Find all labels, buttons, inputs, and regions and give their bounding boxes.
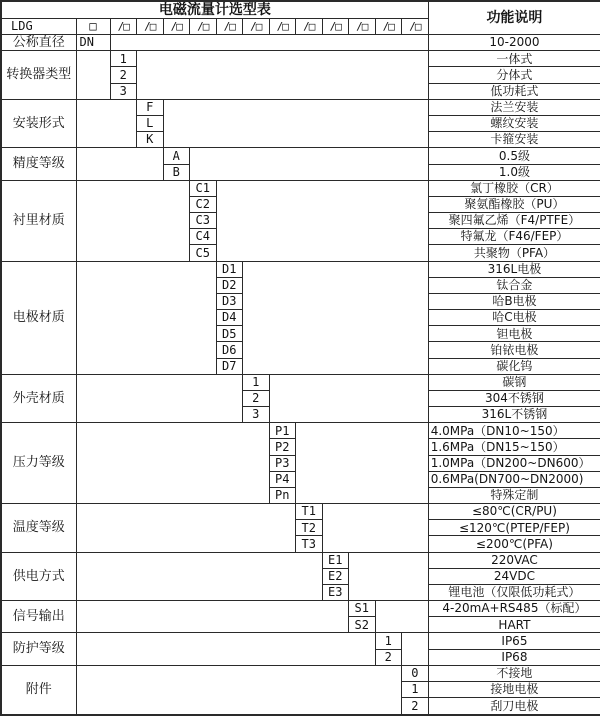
category-label-accessories: 附件 bbox=[1, 665, 76, 715]
item-desc: 铂铱电极 bbox=[428, 342, 600, 358]
spacer-cell bbox=[402, 633, 429, 665]
table-row bbox=[1, 601, 600, 617]
code-slot: /□ bbox=[269, 18, 296, 34]
code-slot: /□ bbox=[216, 18, 243, 34]
code-slot: /□ bbox=[190, 18, 217, 34]
item-code: 3 bbox=[110, 83, 137, 99]
item-desc: 哈C电极 bbox=[428, 310, 600, 326]
spacer-cell bbox=[76, 423, 269, 504]
item-desc: 特氟龙（F46/FEP） bbox=[428, 229, 600, 245]
function-column-header: 功能说明 bbox=[428, 1, 600, 35]
table-row bbox=[1, 99, 600, 115]
spacer-cell bbox=[76, 261, 216, 374]
code-slot: /□ bbox=[349, 18, 376, 34]
item-code: Pn bbox=[269, 487, 296, 503]
item-desc: 钽电极 bbox=[428, 326, 600, 342]
spacer-cell bbox=[76, 504, 296, 553]
item-code: C4 bbox=[190, 229, 217, 245]
item-desc: 316L电极 bbox=[428, 261, 600, 277]
item-desc: 接地电极 bbox=[428, 682, 600, 698]
category-label-accuracy: 精度等级 bbox=[1, 148, 76, 180]
item-code: 2 bbox=[243, 390, 270, 406]
category-label-liner: 衬里材质 bbox=[1, 180, 76, 261]
code-slot: /□ bbox=[163, 18, 190, 34]
item-desc: ≤120℃(PTEP/FEP) bbox=[428, 520, 600, 536]
item-desc: 锂电池（仅限低功耗式） bbox=[428, 584, 600, 600]
item-code: C5 bbox=[190, 245, 217, 261]
item-desc: 不接地 bbox=[428, 665, 600, 681]
spacer-cell bbox=[375, 601, 428, 633]
item-desc: 钛合金 bbox=[428, 277, 600, 293]
item-desc: 10-2000 bbox=[428, 35, 600, 51]
item-code: F bbox=[137, 99, 164, 115]
spacer-cell bbox=[76, 552, 322, 601]
category-label-installation: 安装形式 bbox=[1, 99, 76, 148]
item-desc: 氯丁橡胶（CR） bbox=[428, 180, 600, 196]
page-title: 电磁流量计选型表 bbox=[1, 1, 428, 18]
item-code: E2 bbox=[322, 568, 349, 584]
item-desc: 220VAC bbox=[428, 552, 600, 568]
item-code: DN bbox=[76, 35, 110, 51]
item-desc: 1.0级 bbox=[428, 164, 600, 180]
table-row bbox=[1, 633, 600, 649]
item-code: P3 bbox=[269, 455, 296, 471]
item-code: E3 bbox=[322, 584, 349, 600]
spacer-cell bbox=[243, 261, 429, 374]
item-desc: 1.6MPa（DN15~150） bbox=[428, 439, 600, 455]
item-desc: ≤80℃(CR/PU) bbox=[428, 504, 600, 520]
item-code: D2 bbox=[216, 277, 243, 293]
table-row bbox=[1, 552, 600, 568]
code-slot: /□ bbox=[375, 18, 402, 34]
code-slot: /□ bbox=[243, 18, 270, 34]
item-code: P1 bbox=[269, 423, 296, 439]
item-code: B bbox=[163, 164, 190, 180]
item-code: D7 bbox=[216, 358, 243, 374]
item-code: T2 bbox=[296, 520, 323, 536]
item-code: S1 bbox=[349, 601, 376, 617]
code-slot: /□ bbox=[110, 18, 137, 34]
item-code: T3 bbox=[296, 536, 323, 552]
table-row bbox=[1, 374, 600, 390]
item-desc: 0.6MPa(DN700~DN2000) bbox=[428, 471, 600, 487]
code-slot: /□ bbox=[322, 18, 349, 34]
spacer-cell bbox=[76, 633, 375, 665]
item-code: D3 bbox=[216, 293, 243, 309]
category-label-electrode: 电极材质 bbox=[1, 261, 76, 374]
spacer-cell bbox=[76, 180, 190, 261]
category-label-power-supply: 供电方式 bbox=[1, 552, 76, 601]
item-code: C1 bbox=[190, 180, 217, 196]
item-code: C3 bbox=[190, 213, 217, 229]
item-code: 1 bbox=[243, 374, 270, 390]
item-desc: HART bbox=[428, 617, 600, 633]
category-label-protection: 防护等级 bbox=[1, 633, 76, 665]
spacer-cell bbox=[349, 552, 429, 601]
item-code: D5 bbox=[216, 326, 243, 342]
item-desc: IP65 bbox=[428, 633, 600, 649]
item-code: 2 bbox=[110, 67, 137, 83]
spacer-cell bbox=[76, 374, 243, 423]
diameter-row bbox=[1, 35, 600, 51]
item-code: 3 bbox=[243, 407, 270, 423]
code-box: □ bbox=[76, 18, 110, 34]
table-row bbox=[1, 665, 600, 681]
item-desc: 24VDC bbox=[428, 568, 600, 584]
item-code: 1 bbox=[375, 633, 402, 649]
item-desc: 共聚物（PFA） bbox=[428, 245, 600, 261]
item-desc: 法兰安装 bbox=[428, 99, 600, 115]
table-row bbox=[1, 148, 600, 164]
item-code: K bbox=[137, 132, 164, 148]
item-code: D1 bbox=[216, 261, 243, 277]
item-code: L bbox=[137, 115, 164, 131]
item-desc: 一体式 bbox=[428, 51, 600, 67]
spacer-cell bbox=[76, 601, 349, 633]
item-code: T1 bbox=[296, 504, 323, 520]
spacer-cell bbox=[322, 504, 428, 553]
category-label-signal-output: 信号输出 bbox=[1, 601, 76, 633]
item-code: 0 bbox=[402, 665, 429, 681]
item-desc: 特殊定制 bbox=[428, 487, 600, 503]
item-code: D4 bbox=[216, 310, 243, 326]
spacer-cell bbox=[216, 180, 428, 261]
item-code: 1 bbox=[402, 682, 429, 698]
item-desc: ≤200℃(PFA) bbox=[428, 536, 600, 552]
code-slot: /□ bbox=[296, 18, 323, 34]
spacer-cell bbox=[137, 51, 429, 100]
spacer-cell bbox=[110, 35, 428, 51]
spacer-cell bbox=[190, 148, 429, 180]
item-desc: 哈B电极 bbox=[428, 293, 600, 309]
table-row bbox=[1, 51, 600, 67]
item-code: P2 bbox=[269, 439, 296, 455]
item-desc: 聚氨酯橡胶（PU） bbox=[428, 196, 600, 212]
item-desc: 分体式 bbox=[428, 67, 600, 83]
table-row bbox=[1, 423, 600, 439]
table-row bbox=[1, 261, 600, 277]
item-desc: 碳钢 bbox=[428, 374, 600, 390]
item-code: 2 bbox=[375, 649, 402, 665]
category-label-converter-type: 转换器类型 bbox=[1, 51, 76, 100]
item-desc: 刮刀电极 bbox=[428, 698, 600, 715]
spacer-cell bbox=[76, 665, 402, 715]
item-code: E1 bbox=[322, 552, 349, 568]
item-desc: 1.0MPa（DN200~DN600） bbox=[428, 455, 600, 471]
code-slot: /□ bbox=[137, 18, 164, 34]
item-desc: 碳化钨 bbox=[428, 358, 600, 374]
spacer-cell bbox=[76, 51, 110, 100]
table-row bbox=[1, 504, 600, 520]
item-desc: 4.0MPa（DN10~150） bbox=[428, 423, 600, 439]
category-label-pressure: 压力等级 bbox=[1, 423, 76, 504]
item-code: D6 bbox=[216, 342, 243, 358]
category-label-housing: 外壳材质 bbox=[1, 374, 76, 423]
item-desc: 304不锈钢 bbox=[428, 390, 600, 406]
item-code: S2 bbox=[349, 617, 376, 633]
item-code: 1 bbox=[110, 51, 137, 67]
spacer-cell bbox=[296, 423, 429, 504]
table-row bbox=[1, 180, 600, 196]
category-label-diameter: 公称直径 bbox=[1, 35, 76, 51]
spacer-cell bbox=[76, 148, 163, 180]
item-desc: 4-20mA+RS485（标配） bbox=[428, 601, 600, 617]
item-code: 2 bbox=[402, 698, 429, 715]
item-desc: IP68 bbox=[428, 649, 600, 665]
item-code: C2 bbox=[190, 196, 217, 212]
spacer-cell bbox=[163, 99, 428, 148]
item-desc: 低功耗式 bbox=[428, 83, 600, 99]
item-desc: 316L不锈钢 bbox=[428, 407, 600, 423]
item-desc: 卡箍安装 bbox=[428, 132, 600, 148]
model-prefix: LDG bbox=[1, 18, 76, 34]
item-code: P4 bbox=[269, 471, 296, 487]
code-slot: /□ bbox=[402, 18, 429, 34]
spacer-cell bbox=[76, 99, 137, 148]
item-desc: 聚四氟乙烯（F4/PTFE） bbox=[428, 213, 600, 229]
spacer-cell bbox=[269, 374, 428, 423]
category-label-temperature: 温度等级 bbox=[1, 504, 76, 553]
item-desc: 0.5级 bbox=[428, 148, 600, 164]
item-desc: 螺纹安装 bbox=[428, 115, 600, 131]
item-code: A bbox=[163, 148, 190, 164]
